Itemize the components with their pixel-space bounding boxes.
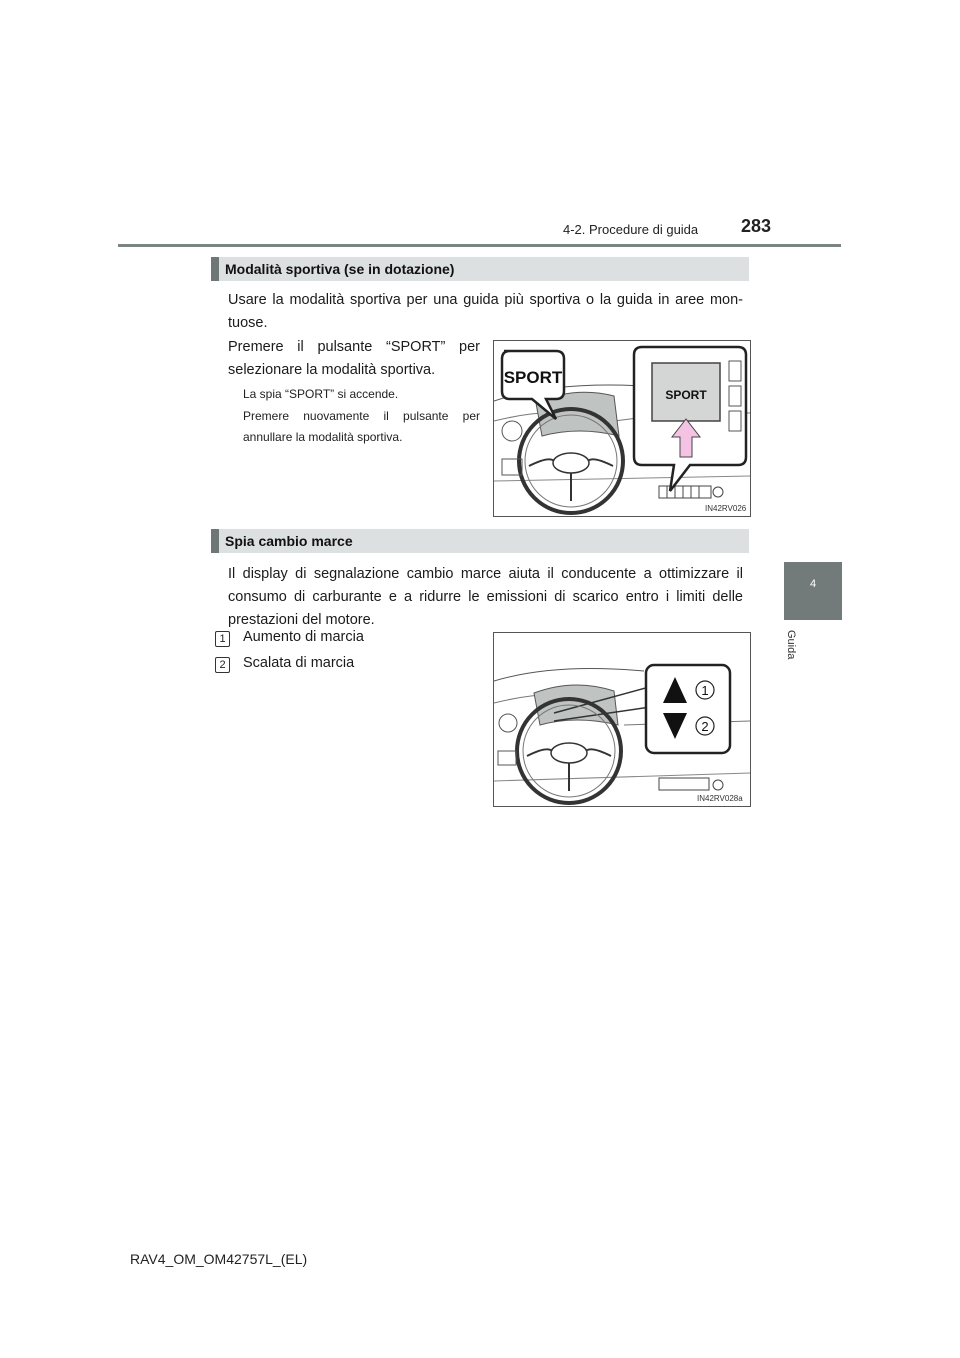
sport-mode-note-2: Premere nuovamente il pulsante per annullare la modalità sportiva. [243, 409, 480, 444]
running-header-section: 4-2. Procedure di guida [563, 222, 699, 237]
figure-sport-button [493, 340, 751, 517]
chapter-label [783, 630, 803, 670]
section-heading-shift-indicator: Spia cambio marce [211, 529, 749, 553]
dashboard-illustration-shift [494, 633, 750, 806]
figure-code-shift: IN42RV028a [697, 794, 743, 803]
sport-button-label: SPORT [665, 388, 707, 402]
sport-mode-intro: Usare la modalità sportiva per una guida più sportiva o la guida in aree mon-tuose. [228, 292, 743, 331]
chapter-label-text: Guida [785, 630, 797, 660]
item-upshift-label: Aumento di marcia [243, 629, 364, 645]
chapter-number: 4 [809, 578, 817, 590]
shift-indicator-intro: Il display di segnalazione cambio marce aiuta il conducente a ottimizzare il consumo di carburante e a ridurre le emissioni di scarico entro i limiti delle prestazioni del motore. [228, 566, 743, 628]
document-code: RAV4_OM_OM42757L_(EL) [130, 1251, 308, 1267]
dashboard-illustration-sport [494, 341, 750, 516]
item-number-badge: 1 [215, 631, 230, 647]
figure-shift-indicator [493, 632, 751, 807]
item-downshift-label: Scalata di marcia [243, 655, 355, 671]
sport-mode-instruction: Premere il pulsante “SPORT” per selezionare la modalità sportiva. [228, 339, 480, 378]
sport-callout-label: SPORT [503, 368, 563, 387]
marker-1: 1 [701, 683, 709, 698]
sport-mode-note-1: La spia “SPORT” si accende. [243, 387, 399, 401]
item-number-badge: 2 [215, 657, 230, 673]
header-divider [118, 244, 841, 247]
chapter-tab [784, 562, 842, 620]
page-number: 283 [741, 216, 772, 236]
marker-2: 2 [701, 719, 709, 734]
figure-code-sport: IN42RV026 [705, 504, 747, 513]
section-heading-sport-mode: Modalità sportiva (se in dotazione) [211, 257, 749, 281]
